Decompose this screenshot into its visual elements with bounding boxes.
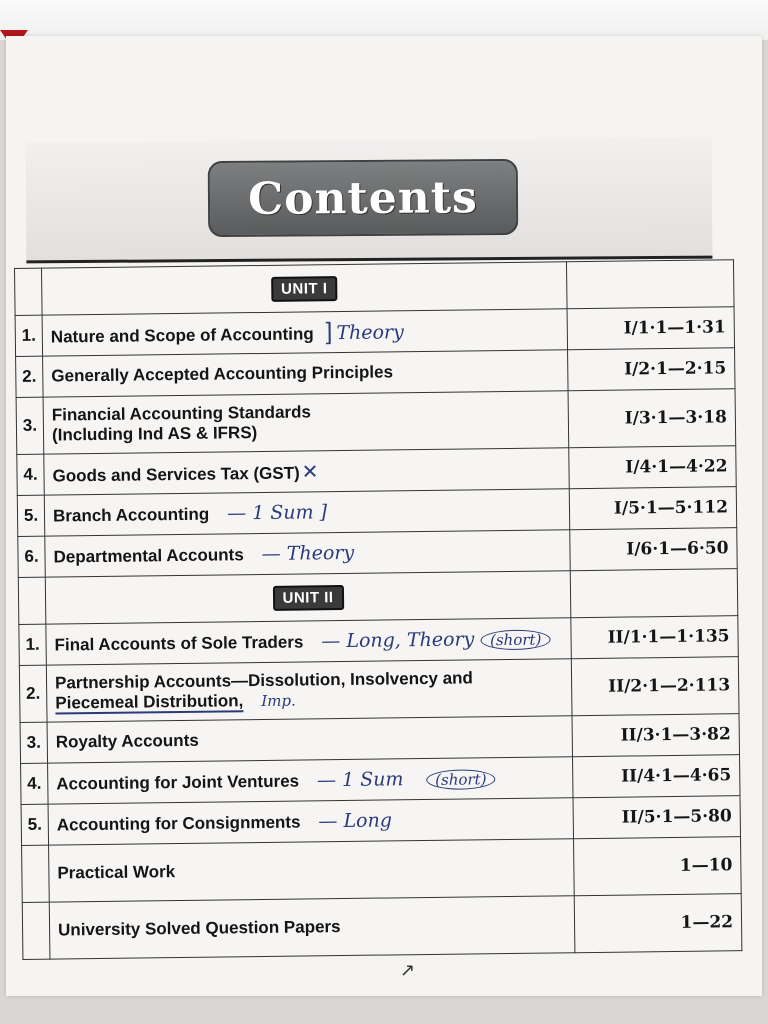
chapter-number: 4. [17,454,44,495]
chapter-title: Accounting for Joint Ventures [56,771,300,794]
chapter-title: Accounting for Consignments [56,812,301,835]
chapter-number: 5. [17,495,44,536]
chapter-title: Departmental Accounts [53,545,244,567]
page-range: II/2·1—2·113 [571,657,739,716]
page-range: II/5·1—5·80 [573,796,740,839]
chapter-number: 2. [16,356,43,397]
chapter-subtitle: (Including Ind AS & IFRS) [51,423,258,445]
chapter-number: 3. [20,722,47,763]
chapter-title: Generally Accepted Accounting Principles [43,350,568,397]
handwritten-note-circled: (short) [481,629,551,650]
contents-banner [26,138,713,264]
chapter-subtitle: Piecemeal Distribution, [55,691,244,713]
table-row [16,389,736,455]
table-row [22,894,742,960]
page-range: II/4·1—4·65 [573,755,740,798]
section-title: University Solved Question Papers [49,896,575,959]
chapter-title: Partnership Accounts—Dissolution, Insolvency and [54,668,474,693]
handwritten-note: — Theory [261,541,355,565]
chapter-number: 1. [15,315,42,356]
pencil-scribble: ↗ [400,960,416,980]
page-range: 1—22 [574,894,742,953]
page-range: II/3·1—3·82 [572,714,739,757]
handwritten-note-circled: (short) [426,769,496,790]
handwritten-note: Theory [336,321,404,345]
page-range: I/5·1—5·112 [569,487,736,530]
page-title: Contents [208,159,519,237]
handwritten-note: — Long, Theory [321,628,475,653]
chapter-title: Branch Accounting [52,504,210,526]
handwritten-bracket: ] [325,318,333,346]
chapter-number: 6. [18,536,45,577]
table-row [19,657,739,723]
chapter-title: Royalty Accounts [47,716,572,763]
page-range: I/6·1—6·50 [570,528,737,571]
chapter-title: Final Accounts of Sole Traders [54,632,304,655]
page-top-edge [0,0,768,40]
page-range: I/1·1—1·31 [567,307,734,350]
section-title: Practical Work [49,839,575,902]
contents-table [14,259,742,960]
handwritten-note: — 1 Sum ] [227,501,328,525]
unit-badge: UNIT II [272,584,343,610]
handwritten-note: — Long [318,809,393,833]
page-range: 1—10 [574,837,742,896]
table-row [22,837,742,903]
page-range: I/4·1—4·22 [569,446,736,489]
chapter-number: 2. [19,665,47,722]
handwritten-cross-icon: ✕ [301,460,319,483]
chapter-number: 1. [19,624,46,665]
page-range: I/3·1—3·18 [568,389,736,448]
page-range: I/2·1—2·15 [568,348,735,391]
chapter-title: Financial Accounting Standards [51,402,312,425]
unit-badge: UNIT I [271,276,338,302]
page-range: II/1·1—1·135 [571,616,738,659]
chapter-number: 3. [16,397,44,454]
chapter-number: 5. [21,804,48,845]
handwritten-note: — 1 Sum [316,768,404,792]
chapter-number: 4. [21,763,48,804]
chapter-title: Nature and Scope of Accounting [50,324,314,347]
chapter-title: Goods and Services Tax (GST) [52,463,300,486]
handwritten-note: Imp. [261,691,296,711]
